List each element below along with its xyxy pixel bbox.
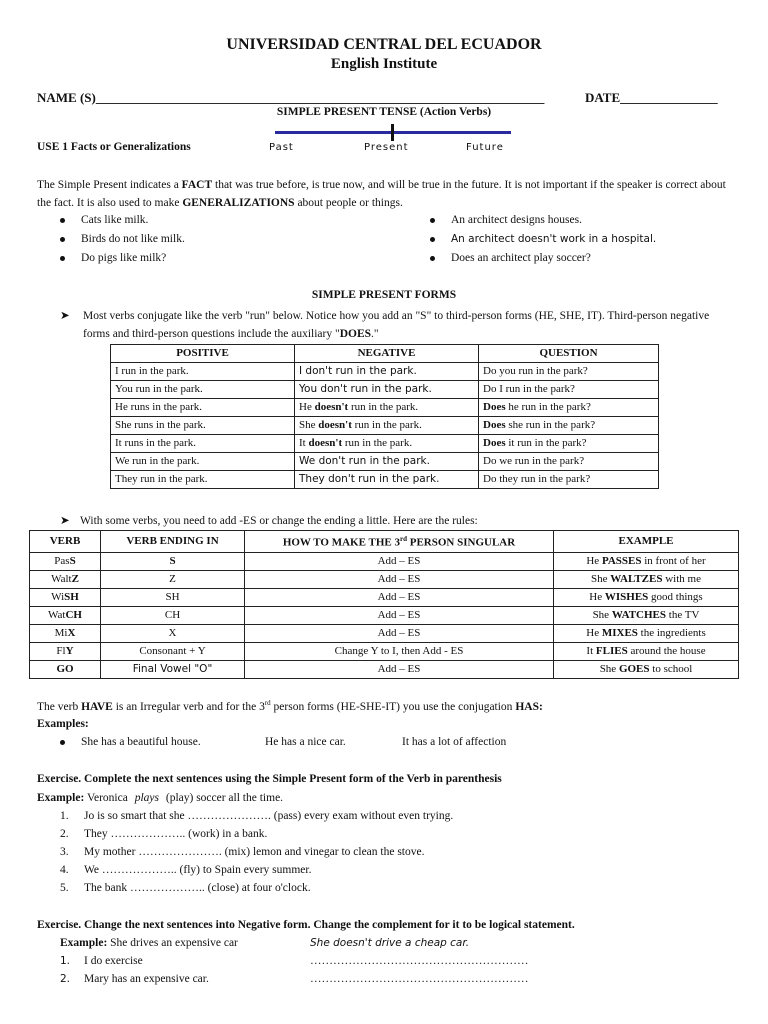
cell-question: Does she run in the park?: [479, 417, 659, 435]
cell-how: Add – ES: [245, 552, 554, 570]
cell-verb: WatCH: [30, 606, 101, 624]
col-verb: VERB: [30, 531, 101, 553]
cell-positive: They run in the park.: [111, 471, 295, 489]
forms-heading: SIMPLE PRESENT FORMS: [311, 289, 457, 301]
cell-ending: CH: [101, 606, 245, 624]
cell-ending: S: [101, 552, 245, 570]
list-item: An architect designs houses.: [430, 214, 582, 226]
exercise2-answer-line[interactable]: …………………………………………………: [310, 955, 529, 967]
cell-example: He WISHES good things: [554, 588, 739, 606]
table-row: [30, 588, 739, 606]
cell-ending: SH: [101, 588, 245, 606]
cell-ending: X: [101, 624, 245, 642]
table-row: [111, 435, 659, 453]
exercise1-item[interactable]: 5. The bank ……………….. (close) at four o'clock.: [60, 882, 311, 894]
list-item: He has a nice car.: [265, 736, 346, 748]
col-ending: VERB ENDING IN: [101, 531, 245, 553]
exercise2-title: Exercise. Change the next sentences into Negative form. Change the complement for it to be logical statement.: [37, 919, 575, 931]
timeline-present-label: Present: [364, 142, 409, 153]
table-row: [30, 570, 739, 588]
cell-how: Add – ES: [245, 624, 554, 642]
list-item: Cats like milk.: [60, 214, 148, 226]
timeline-present-marker: [391, 124, 394, 141]
cell-verb: WiSH: [30, 588, 101, 606]
cell-negative: I don't run in the park.: [295, 363, 479, 381]
cell-verb: WaltZ: [30, 570, 101, 588]
rules-intro: ➤ With some verbs, you need to add -ES or change the ending a little. Here are the rules:: [60, 515, 478, 527]
cell-positive: She runs in the park.: [111, 417, 295, 435]
cell-ending: Final Vowel "O": [101, 660, 245, 678]
cell-positive: You run in the park.: [111, 381, 295, 399]
exercise2-example: Example: She drives an expensive car: [60, 937, 238, 949]
forms-intro: ➤ Most verbs conjugate like the verb "run" below. Notice how you add an "S" to third-person forms (HE, SHE, IT). Third-person negative forms and third-person questions include the auxiliary "DOES.": [60, 307, 740, 325]
cell-how: Add – ES: [245, 588, 554, 606]
list-item: It has a lot of affection: [402, 736, 507, 748]
exercise1-example: Example: Veronica plays (play) soccer all the time.: [37, 792, 284, 804]
table-row: [111, 471, 659, 489]
list-item: Do pigs like milk?: [60, 252, 166, 264]
table-row: [111, 399, 659, 417]
institute-subtitle: English Institute: [330, 56, 438, 72]
examples-label: Examples:: [37, 718, 89, 730]
table-row: [111, 363, 659, 381]
cell-ending: Consonant + Y: [101, 642, 245, 660]
cell-question: Does he run in the park?: [479, 399, 659, 417]
exercise1-item[interactable]: 1. Jo is so smart that she …………………. (pass) every exam without even trying.: [60, 810, 454, 822]
cell-example: He PASSES in front of her: [554, 552, 739, 570]
cell-question: Do you run in the park?: [479, 363, 659, 381]
have-paragraph: The verb HAVE is an Irregular verb and for the 3rd person forms (HE-SHE-IT) you use the conjugation HAS:: [37, 699, 543, 713]
cell-verb: PasS: [30, 552, 101, 570]
col-positive: POSITIVE: [111, 345, 295, 363]
cell-question: Do they run in the park?: [479, 471, 659, 489]
cell-example: She GOES to school: [554, 660, 739, 678]
table-row: [30, 660, 739, 678]
arrow-bullet-icon: ➤: [60, 310, 70, 322]
topic-title: SIMPLE PRESENT TENSE (Action Verbs): [276, 106, 492, 118]
exercise2-item: 2. Mary has an expensive car.: [60, 973, 209, 985]
cell-how: Change Y to I, then Add - ES: [245, 642, 554, 660]
cell-negative: He doesn't run in the park.: [295, 399, 479, 417]
cell-negative: You don't run in the park.: [295, 381, 479, 399]
use1-heading: USE 1 Facts or Generalizations: [37, 141, 191, 153]
table-row: [30, 606, 739, 624]
cell-verb: MiX: [30, 624, 101, 642]
col-negative: NEGATIVE: [295, 345, 479, 363]
table-header-row: [30, 531, 739, 553]
cell-positive: He runs in the park.: [111, 399, 295, 417]
cell-positive: I run in the park.: [111, 363, 295, 381]
cell-example: He MIXES the ingredients: [554, 624, 739, 642]
table-row: [111, 381, 659, 399]
university-title: UNIVERSIDAD CENTRAL DEL ECUADOR: [226, 36, 542, 53]
table-row: [30, 624, 739, 642]
cell-question: Do I run in the park?: [479, 381, 659, 399]
list-item: Does an architect play soccer?: [430, 252, 591, 264]
cell-verb: FlY: [30, 642, 101, 660]
cell-question: Does it run in the park?: [479, 435, 659, 453]
exercise1-item[interactable]: 4. We ……………….. (fly) to Spain every summer.: [60, 864, 312, 876]
exercise1-item[interactable]: 2. They ……………….. (work) in a bank.: [60, 828, 268, 840]
cell-negative: They don't run in the park.: [295, 471, 479, 489]
cell-verb: GO: [30, 660, 101, 678]
timeline-future-label: Future: [466, 142, 504, 153]
col-question: QUESTION: [479, 345, 659, 363]
cell-negative: She doesn't run in the park.: [295, 417, 479, 435]
name-field[interactable]: NAME (S)_____________________________________________________________________: [37, 90, 545, 105]
list-item: An architect doesn't work in a hospital.: [430, 233, 656, 245]
cell-question: Do we run in the park?: [479, 453, 659, 471]
cell-ending: Z: [101, 570, 245, 588]
cell-positive: We run in the park.: [111, 453, 295, 471]
cell-positive: It runs in the park.: [111, 435, 295, 453]
cell-negative: It doesn't run in the park.: [295, 435, 479, 453]
cell-negative: We don't run in the park.: [295, 453, 479, 471]
exercise2-answer-line[interactable]: …………………………………………………: [310, 973, 529, 985]
col-how: HOW TO MAKE THE 3rd PERSON SINGULAR: [245, 531, 554, 553]
list-item: She has a beautiful house.: [60, 736, 201, 748]
exercise1-title: Exercise. Complete the next sentences using the Simple Present form of the Verb in parenthesis: [37, 773, 502, 785]
cell-example: She WALTZES with me: [554, 570, 739, 588]
exercise2-example-answer: She doesn't drive a cheap car.: [310, 937, 470, 949]
use1-paragraph: The Simple Present indicates a FACT that was true before, is true now, and will be true in the future. It is not important if the speaker is correct about the fact. It is also used to make GENERALIZATIONS about people or things.: [37, 179, 726, 209]
table-row: [30, 642, 739, 660]
arrow-bullet-icon: ➤: [60, 515, 70, 527]
table-row: [30, 552, 739, 570]
rules-table: [29, 530, 739, 679]
cell-how: Add – ES: [245, 570, 554, 588]
cell-how: Add – ES: [245, 660, 554, 678]
exercise2-item: 1. I do exercise: [60, 955, 143, 967]
exercise1-item[interactable]: 3. My mother …………………. (mix) lemon and vinegar to clean the stove.: [60, 846, 425, 858]
timeline-past-label: Past: [269, 142, 294, 153]
table-row: [111, 417, 659, 435]
cell-example: She WATCHES the TV: [554, 606, 739, 624]
col-example: EXAMPLE: [554, 531, 739, 553]
forms-table: [110, 344, 659, 489]
table-row: [111, 453, 659, 471]
list-item: Birds do not like milk.: [60, 233, 185, 245]
cell-example: It FLIES around the house: [554, 642, 739, 660]
date-field[interactable]: DATE_______________: [585, 90, 718, 105]
cell-how: Add – ES: [245, 606, 554, 624]
table-header-row: [111, 345, 659, 363]
